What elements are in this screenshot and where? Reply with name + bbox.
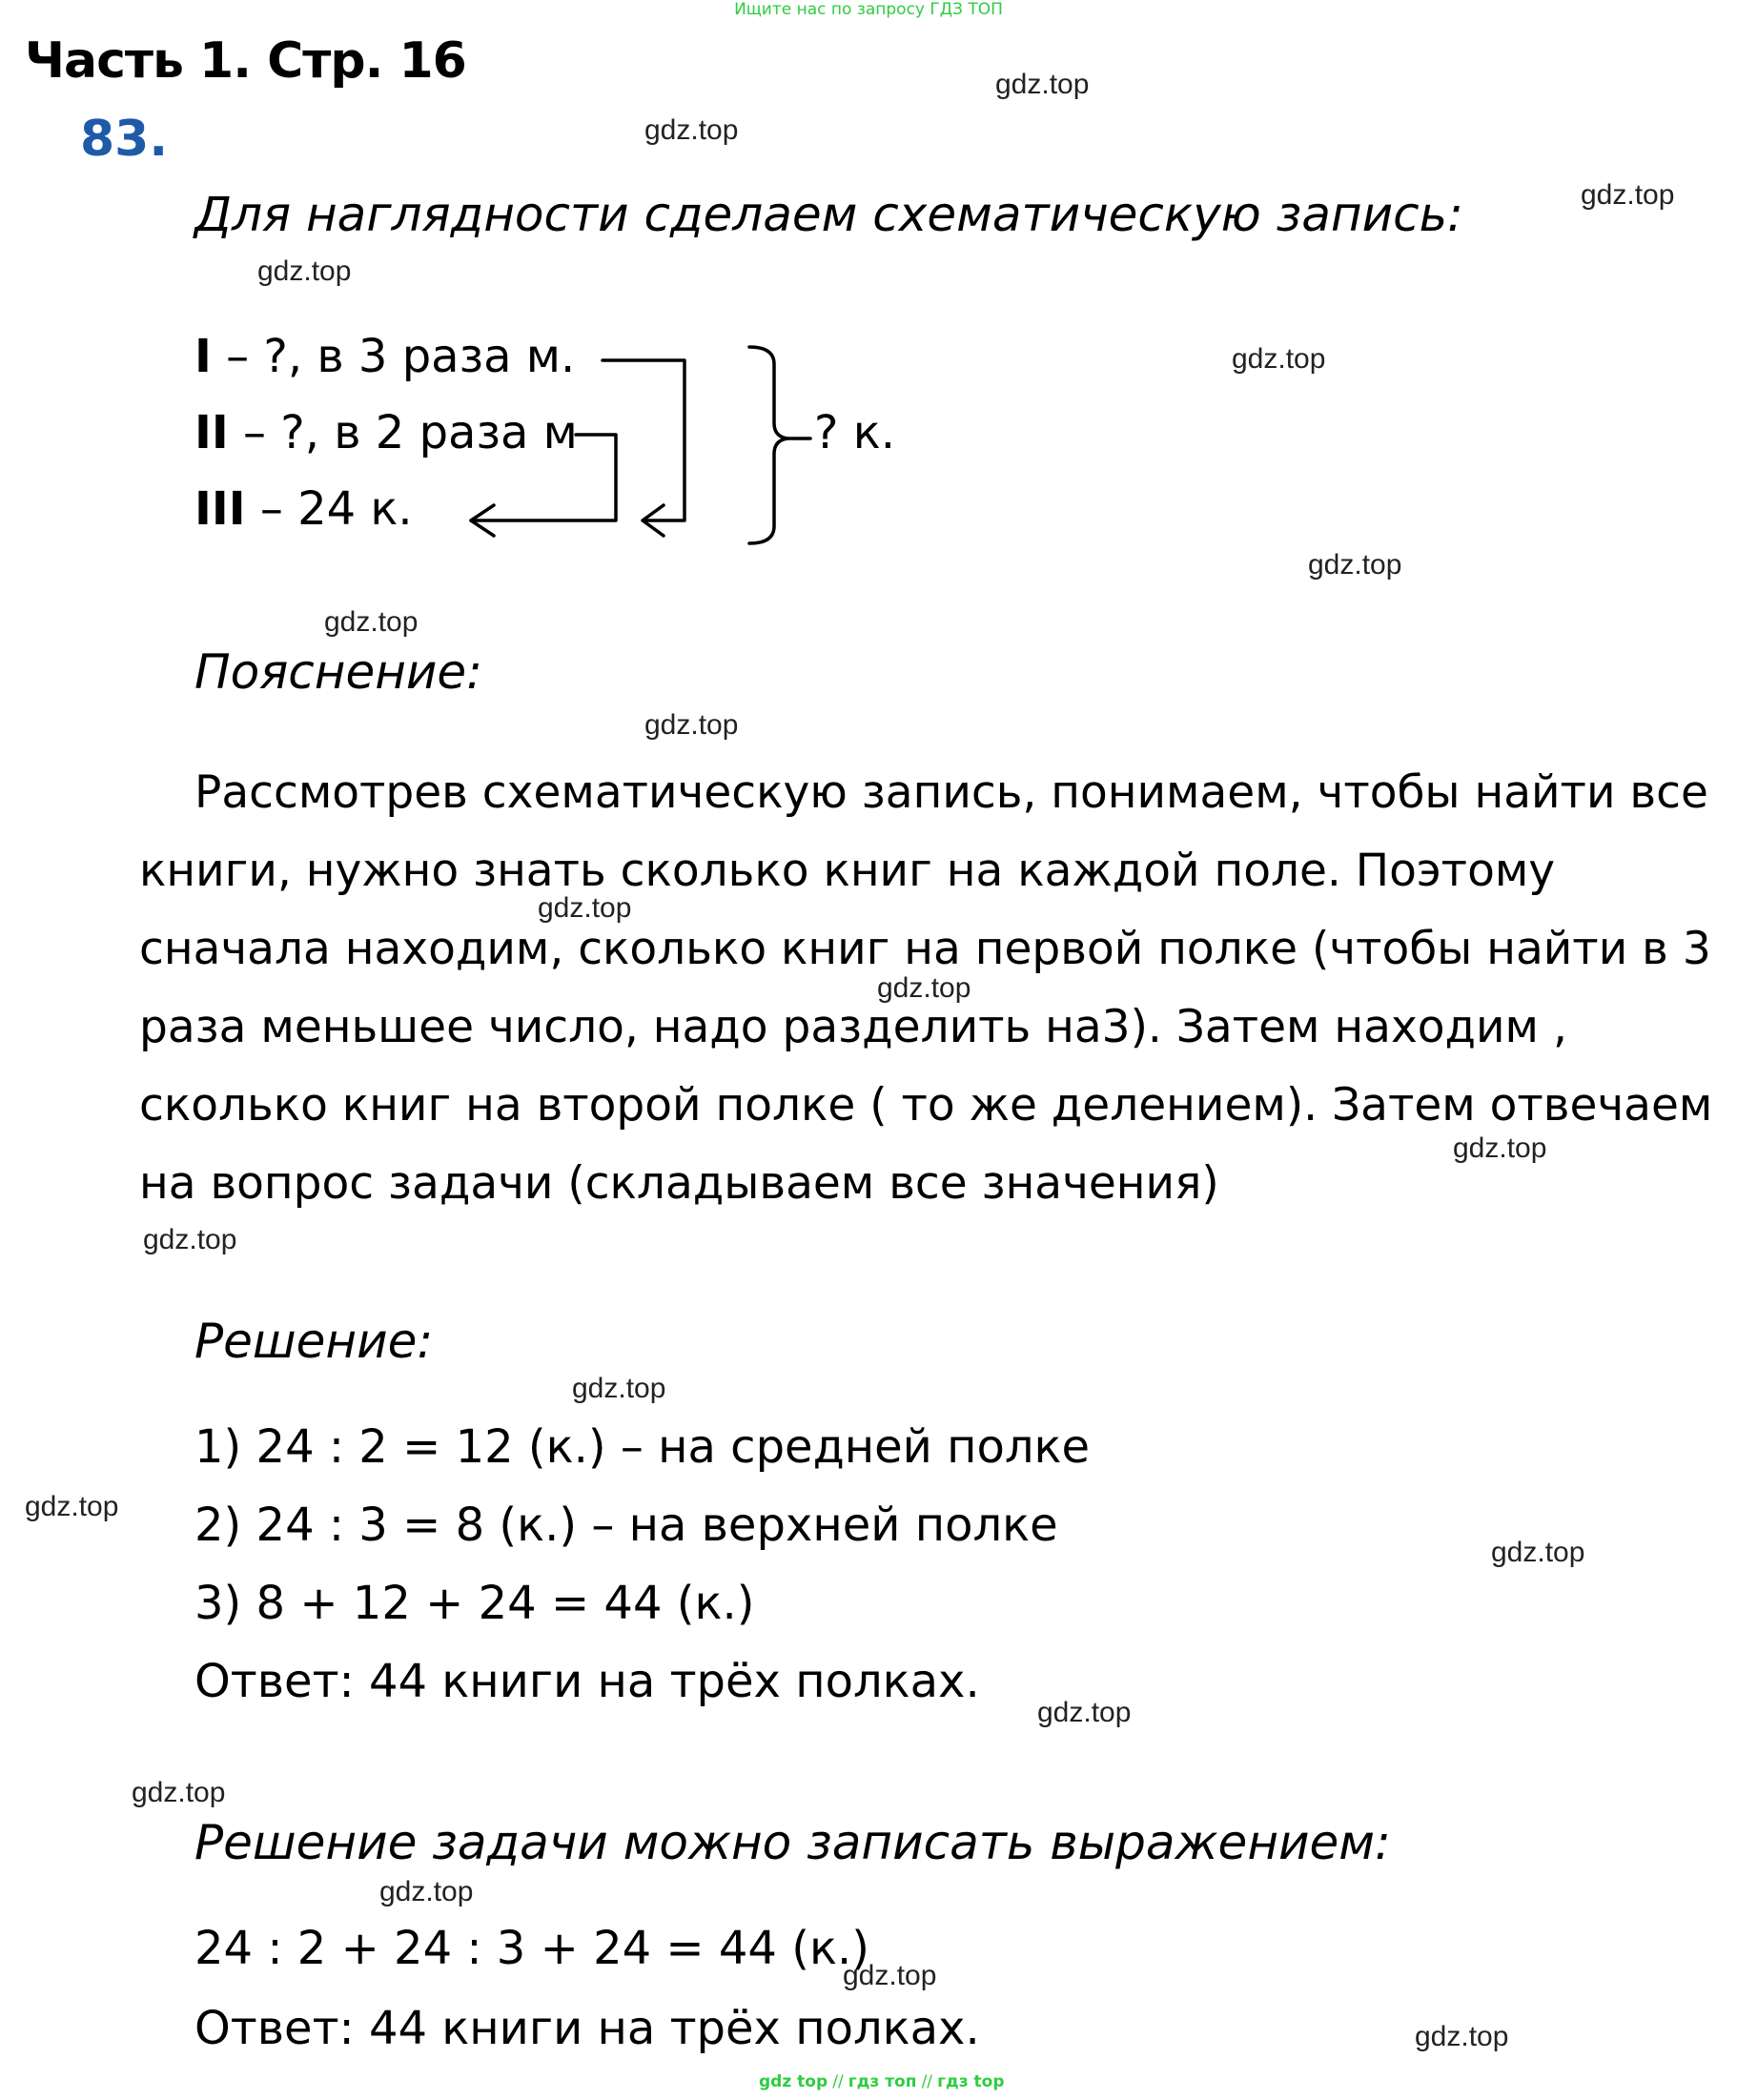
top-banner[interactable]: Ищите нас по запросу ГДЗ ТОП bbox=[734, 0, 1003, 19]
solution-step-1: 1) 24 : 2 = 12 (к.) – на средней полке bbox=[194, 1420, 1091, 1474]
watermark: gdz.top bbox=[257, 255, 352, 287]
watermark: gdz.top bbox=[25, 1491, 119, 1522]
watermark: gdz.top bbox=[132, 1777, 226, 1808]
scheme-roman-2: II bbox=[194, 406, 229, 459]
watermark: gdz.top bbox=[1415, 2021, 1509, 2052]
watermark: gdz.top bbox=[644, 114, 739, 146]
solution-heading: Решение: bbox=[194, 1314, 434, 1369]
watermark: gdz.top bbox=[843, 1960, 937, 1991]
footer-link-2[interactable]: гдз топ bbox=[848, 2072, 917, 2091]
scheme-total-label: ? к. bbox=[814, 406, 895, 459]
watermark: gdz.top bbox=[1037, 1697, 1132, 1728]
watermark: gdz.top bbox=[1232, 343, 1326, 375]
watermark: gdz.top bbox=[877, 972, 971, 1004]
footer-link-3[interactable]: гдз top bbox=[937, 2072, 1005, 2091]
footer bbox=[759, 2072, 1005, 2091]
scheme-text-3: – 24 к. bbox=[245, 482, 413, 536]
explanation-line-6: на вопрос задачи (складываем все значения) bbox=[139, 1157, 1219, 1210]
watermark: gdz.top bbox=[644, 709, 739, 741]
expression: 24 : 2 + 24 : 3 + 24 = 44 (к.) bbox=[194, 1922, 869, 1975]
scheme-text-1: – ?, в 3 раза м. bbox=[211, 330, 576, 383]
watermark: gdz.top bbox=[324, 606, 419, 638]
explanation-line-2: книги, нужно знать сколько книг на каждой поле. Поэтому bbox=[139, 845, 1556, 897]
watermark: gdz.top bbox=[143, 1224, 237, 1255]
explanation-line-3: сначала находим, сколько книг на первой полке (чтобы найти в 3 bbox=[139, 923, 1711, 975]
scheme-heading: Для наглядности сделаем схематическую запись: bbox=[194, 187, 1463, 242]
explanation-heading: Пояснение: bbox=[194, 644, 483, 700]
footer-separator: // bbox=[921, 2072, 933, 2091]
page-title: Часть 1. Стр. 16 bbox=[25, 32, 466, 90]
answer-1: Ответ: 44 книги на трёх полках. bbox=[194, 1655, 980, 1708]
solution-step-2: 2) 24 : 3 = 8 (к.) – на верхней полке bbox=[194, 1499, 1058, 1552]
solution-step-3: 3) 8 + 12 + 24 = 44 (к.) bbox=[194, 1577, 755, 1630]
watermark: gdz.top bbox=[572, 1373, 666, 1404]
watermark: gdz.top bbox=[379, 1876, 474, 1907]
explanation-line-1: Рассмотрев схематическую запись, понимаем, чтобы найти все bbox=[194, 766, 1708, 819]
scheme-roman-1: I bbox=[194, 330, 212, 383]
explanation-line-5: сколько книг на второй полке ( то же делением). Затем отвечаем bbox=[139, 1079, 1713, 1132]
explanation-line-4: раза меньшее число, надо разделить на3). Затем находим , bbox=[139, 1001, 1567, 1053]
watermark: gdz.top bbox=[538, 892, 632, 924]
scheme-roman-3: III bbox=[194, 482, 246, 536]
scheme-text-2: – ?, в 2 раза м bbox=[228, 406, 578, 459]
expression-heading: Решение задачи можно записать выражением: bbox=[194, 1815, 1391, 1870]
footer-separator: // bbox=[832, 2072, 844, 2091]
watermark: gdz.top bbox=[1453, 1132, 1547, 1164]
brace bbox=[749, 347, 787, 543]
task-number: 83. bbox=[80, 111, 169, 168]
answer-2: Ответ: 44 книги на трёх полках. bbox=[194, 2002, 980, 2055]
watermark: gdz.top bbox=[995, 69, 1090, 100]
watermark: gdz.top bbox=[1581, 179, 1675, 211]
footer-link-1[interactable]: gdz top bbox=[759, 2072, 828, 2091]
watermark: gdz.top bbox=[1308, 549, 1402, 581]
watermark: gdz.top bbox=[1491, 1537, 1585, 1568]
